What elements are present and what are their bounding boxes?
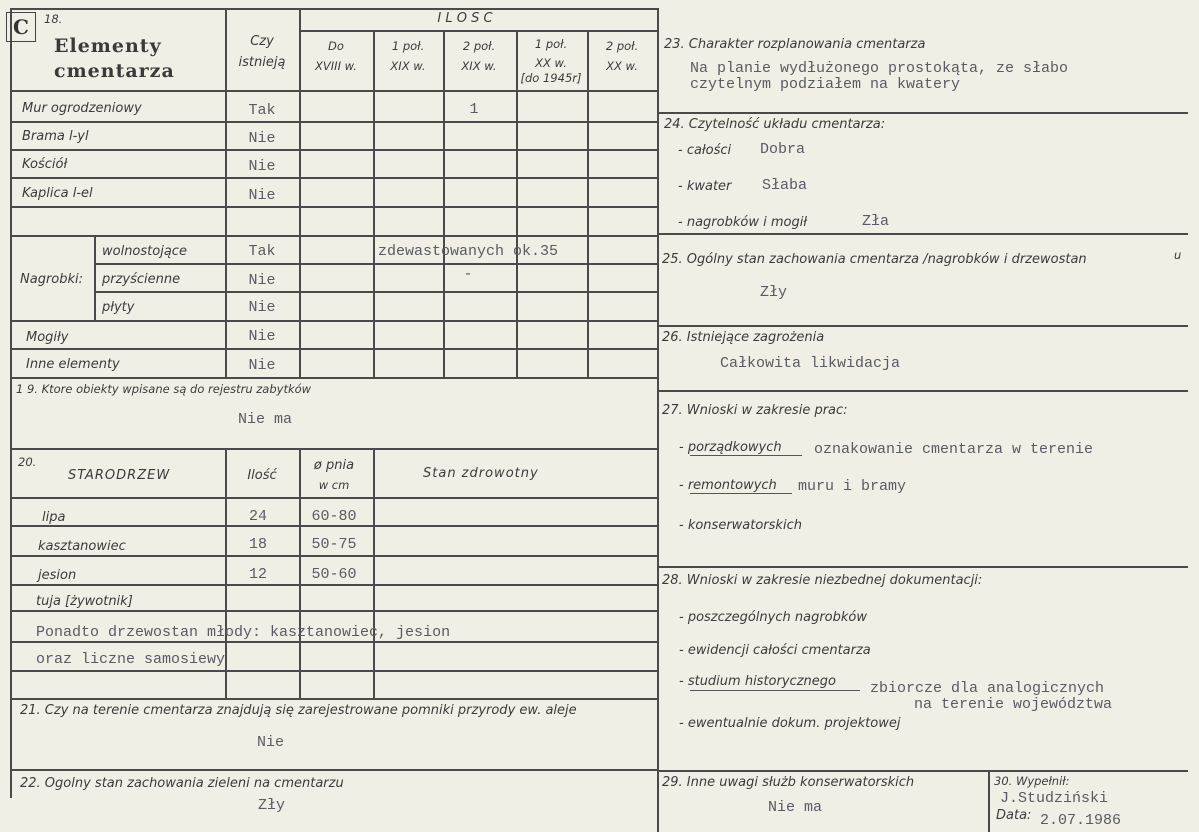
- row-divider: [658, 566, 1188, 568]
- col-header: XVIII w.: [315, 59, 357, 73]
- q19-label: 1 9. Ktore obiekty wpisane są do rejestru zabytków: [16, 382, 312, 396]
- row-label: przyścienne: [102, 272, 181, 287]
- q21-answer: Nie: [257, 734, 285, 751]
- row-divider: [10, 698, 658, 700]
- row-value: Tak: [248, 102, 276, 119]
- q28-item-value-1: zbiorcze dla analogicznych: [870, 680, 1105, 697]
- col-header: [do 1945r]: [520, 71, 582, 85]
- q20-note-2: oraz liczne samosiewy: [36, 651, 226, 668]
- row-divider: [10, 769, 658, 771]
- q28-item-label: - studium historycznego: [679, 674, 836, 689]
- row-label: Brama l-yl: [22, 129, 89, 144]
- row-label: Kościół: [22, 157, 68, 172]
- row-label: Mur ogrodzeniowy: [22, 101, 142, 116]
- q23-line-1: Na planie wydłużonego prostokąta, ze słabo: [690, 60, 1069, 77]
- row-divider: [658, 112, 1188, 114]
- row-dash: -: [463, 266, 473, 283]
- row-divider: [10, 206, 658, 208]
- row-label: Inne elementy: [26, 357, 120, 372]
- row-value: Nie: [248, 272, 276, 289]
- row-count: 1: [469, 101, 479, 118]
- col-header-czy: Czy: [250, 34, 274, 49]
- row-value: Nie: [248, 187, 276, 204]
- tree-name: lipa: [42, 510, 66, 525]
- col-divider: [587, 30, 589, 378]
- q25-answer: Zły: [760, 284, 788, 301]
- section-title-1: Elementy: [54, 35, 162, 57]
- row-divider: [10, 121, 658, 123]
- q27-item-value: oznakowanie cmentarza w terenie: [814, 441, 1094, 458]
- tree-count: 24: [248, 508, 268, 525]
- q27-item-label: - konserwatorskich: [679, 518, 802, 533]
- row-divider: [10, 641, 658, 643]
- row-divider: [658, 325, 1188, 327]
- row-value: Nie: [248, 328, 276, 345]
- row-divider: [658, 770, 1188, 772]
- row-label: wolnostojące: [102, 244, 187, 259]
- border-left: [10, 8, 12, 798]
- row-divider: [10, 348, 658, 350]
- col-divider: [988, 770, 990, 832]
- row-note: zdewastowanych ok.35: [378, 243, 559, 260]
- q30-name: J.Studziński: [1000, 790, 1109, 807]
- q29-answer: Nie ma: [768, 799, 823, 816]
- col-divider: [516, 30, 518, 378]
- col-header: XX w.: [606, 59, 638, 73]
- col-header: Do: [328, 39, 344, 53]
- row-value: Tak: [248, 243, 276, 260]
- q20-header-state: Stan zdrowotny: [423, 466, 539, 481]
- row-value: Nie: [248, 357, 276, 374]
- row-label: Mogiły: [26, 330, 69, 345]
- q24-item-value: Słaba: [762, 177, 808, 194]
- section-letter: C: [6, 12, 36, 42]
- col-divider: [373, 30, 375, 378]
- row-divider: [10, 149, 658, 151]
- q26-answer: Całkowita likwidacja: [720, 355, 901, 372]
- q29-label: 29. Inne uwagi służb konserwatorskich: [662, 775, 915, 790]
- section-number: 18.: [44, 12, 63, 26]
- q30-date-label: Data:: [996, 808, 1032, 823]
- col-divider: [225, 8, 227, 378]
- col-header: 2 poł.: [605, 39, 639, 53]
- tree-dia: 50-75: [311, 536, 357, 553]
- q24-item-value: Zła: [862, 213, 890, 230]
- underline: [690, 455, 802, 456]
- col-divider: [443, 30, 445, 378]
- row-divider: [10, 670, 658, 672]
- col-header: 2 poł.: [462, 39, 496, 53]
- q25-label: 25. Ogólny stan zachowania cmentarza /nagrobków i drzewostan: [662, 252, 1087, 267]
- q24-item-label: - kwater: [678, 179, 732, 194]
- q27-item-label: - porządkowych: [679, 440, 782, 455]
- row-divider: [10, 377, 658, 379]
- col-divider: [225, 448, 227, 698]
- q25-mark: u: [1174, 248, 1182, 262]
- q28-label: 28. Wnioski w zakresie niezbednej dokumentacji:: [662, 573, 983, 588]
- row-divider: [94, 291, 658, 293]
- tree-name: tuja [żywotnik]: [36, 594, 133, 609]
- q30-date: 2.07.1986: [1040, 812, 1122, 829]
- row-divider: [658, 233, 1188, 235]
- q26-label: 26. Istniejące zagrożenia: [662, 330, 825, 345]
- q24-label: 24. Czytelność układu cmentarza:: [664, 117, 886, 132]
- q21-label: 21. Czy na terenie cmentarza znajdują się zarejestrowane pomniki przyrody ew. aleje: [20, 703, 577, 718]
- col-header: XX w.: [535, 56, 567, 70]
- q24-item-value: Dobra: [760, 141, 806, 158]
- col-header-istnieja: istnieją: [238, 55, 286, 70]
- col-header: 1 poł.: [534, 37, 568, 51]
- tree-dia: 60-80: [311, 508, 357, 525]
- row-value: Nie: [248, 299, 276, 316]
- q19-answer: Nie ma: [238, 411, 293, 428]
- q22-label: 22. Ogolny stan zachowania zieleni na cmentarzu: [20, 776, 344, 791]
- row-divider: [658, 390, 1188, 392]
- row-divider: [10, 320, 658, 322]
- row-divider: [299, 30, 657, 32]
- tree-name: kasztanowiec: [38, 539, 126, 554]
- border-top: [10, 8, 658, 10]
- q28-item-label: - ewidencji całości cmentarza: [679, 643, 871, 658]
- col-divider: [299, 448, 301, 698]
- q20-header-dia: ø pnia: [313, 458, 355, 473]
- row-value: Nie: [248, 130, 276, 147]
- row-value: Nie: [248, 158, 276, 175]
- q20-header-count: Ilość: [247, 468, 277, 483]
- center-divider: [657, 8, 659, 832]
- q20-note-1: Ponadto drzewostan młody: kasztanowiec, jesion: [36, 624, 451, 641]
- row-divider: [10, 525, 658, 527]
- row-divider: [10, 555, 658, 557]
- section-title-2: cmentarza: [54, 60, 175, 82]
- row-divider: [10, 90, 658, 92]
- tree-count: 12: [248, 566, 268, 583]
- row-divider: [10, 497, 658, 499]
- row-divider: [94, 263, 658, 265]
- col-divider: [299, 8, 301, 378]
- col-header: XIX w.: [390, 59, 426, 73]
- row-divider: [10, 235, 658, 237]
- col-header-ilosc: I L O S C: [437, 11, 493, 26]
- q22-answer: Zły: [258, 797, 286, 814]
- q23-label: 23. Charakter rozplanowania cmentarza: [664, 37, 926, 52]
- row-divider: [10, 610, 658, 612]
- q20-header-dia-unit: w cm: [318, 478, 350, 492]
- tree-dia: 50-60: [311, 566, 357, 583]
- col-header: XIX w.: [461, 59, 497, 73]
- underline: [690, 690, 860, 691]
- q30-label: 30. Wypełnił:: [994, 774, 1070, 788]
- col-divider: [373, 448, 375, 698]
- q24-item-label: - całości: [678, 143, 732, 158]
- q20-number: 20.: [18, 455, 37, 469]
- row-divider: [10, 448, 658, 450]
- q20-header-name: STARODRZEW: [68, 468, 171, 483]
- q28-item-label: - poszczególnych nagrobków: [679, 610, 867, 625]
- q23-line-2: czytelnym podziałem na kwatery: [690, 76, 961, 93]
- row-label: płyty: [102, 300, 135, 315]
- q28-item-value-2: na terenie województwa: [914, 696, 1113, 713]
- tree-name: jesion: [38, 568, 77, 583]
- underline: [690, 493, 792, 494]
- nagrobki-label: Nagrobki:: [20, 272, 84, 287]
- q24-item-label: - nagrobków i mogił: [678, 215, 808, 230]
- q28-item-label: - ewentualnie dokum. projektowej: [679, 716, 901, 731]
- q27-label: 27. Wnioski w zakresie prac:: [662, 403, 848, 418]
- row-divider: [10, 177, 658, 179]
- q27-item-label: - remontowych: [679, 478, 777, 493]
- row-divider: [10, 584, 658, 586]
- tree-count: 18: [248, 536, 268, 553]
- col-divider: [94, 235, 96, 320]
- q27-item-value: muru i bramy: [798, 478, 907, 495]
- col-header: 1 poł.: [391, 39, 425, 53]
- row-label: Kaplica l-el: [22, 186, 93, 201]
